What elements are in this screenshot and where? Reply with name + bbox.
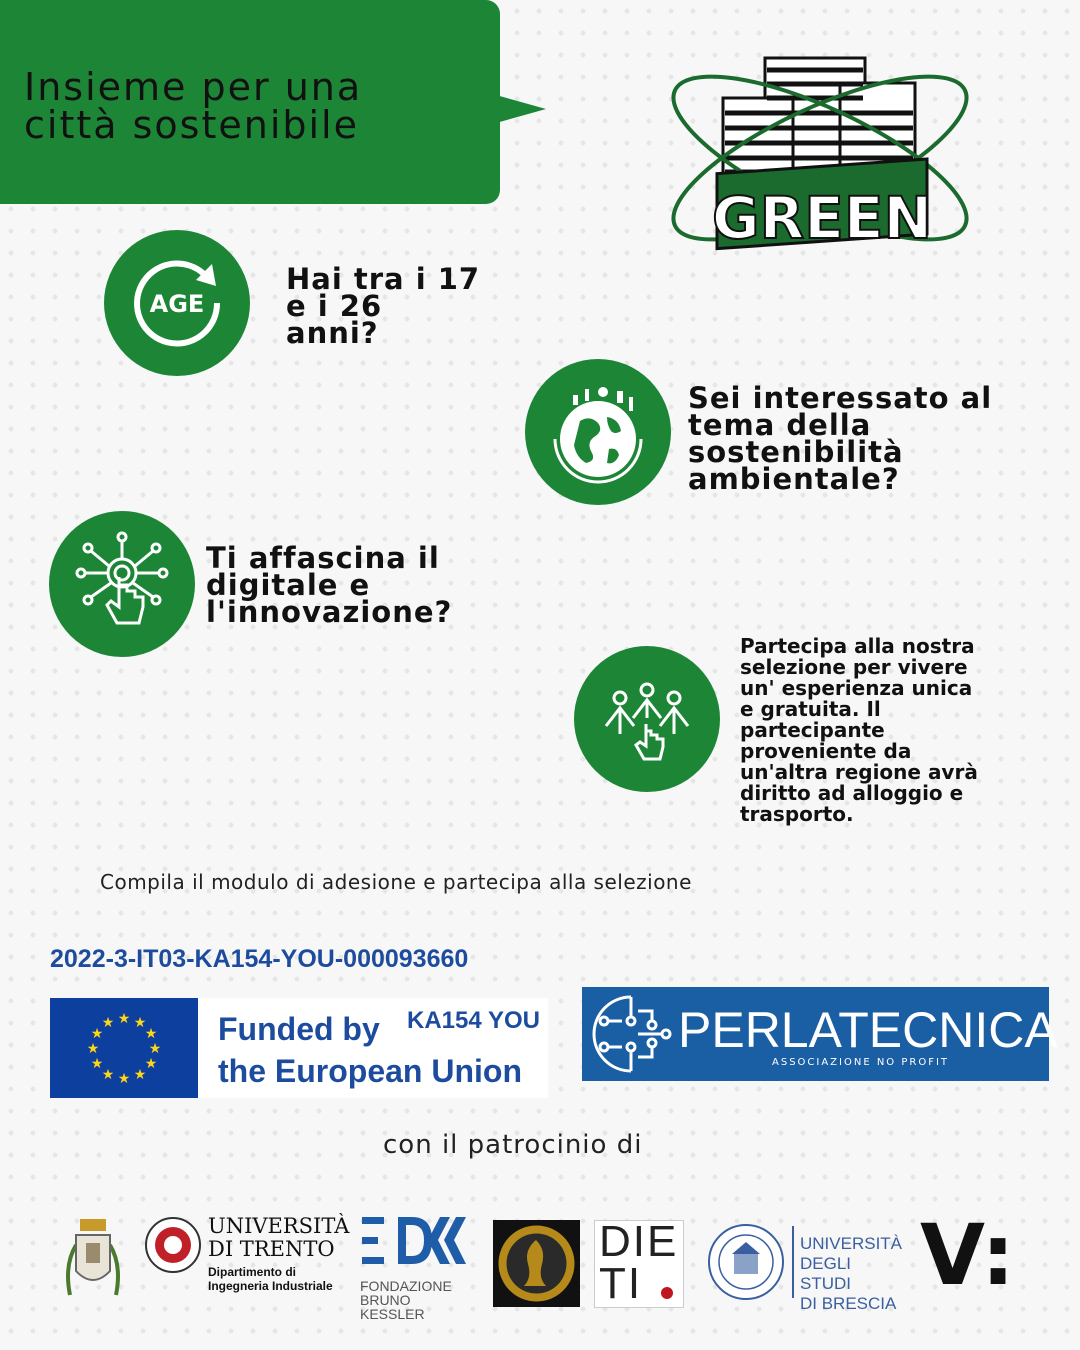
unibs-divider: [792, 1226, 794, 1298]
question-sustainability-line: ambientale?: [688, 462, 900, 496]
svg-text:★: ★: [133, 1067, 147, 1083]
question-age-line: Hai tra i 17: [286, 262, 481, 296]
unitn-line: UNIVERSITÀ: [208, 1214, 350, 1238]
project-code: 2022-3-IT03-KA154-YOU-000093660: [50, 945, 469, 973]
page-title: [24, 65, 363, 147]
question-digital-line: Ti affascina il: [206, 541, 440, 575]
dieti-line: TI: [599, 1259, 643, 1308]
fbk-mark-icon: [360, 1215, 468, 1271]
ka154-tag: KA154 YOU: [407, 1007, 540, 1034]
green-building-logo: [655, 38, 985, 283]
svg-text:GREEN: GREEN: [711, 184, 933, 252]
cta-text: Compila il modulo di adesione e partecipa alla selezione: [100, 870, 692, 894]
question-sustainability-line: Sei interessato al: [688, 381, 993, 415]
svg-text:★: ★: [117, 1011, 131, 1027]
people-select-icon: [574, 646, 720, 792]
perlatecnica-subtitle: ASSOCIAZIONE NO PROFIT: [772, 1057, 950, 1068]
description-text: [740, 636, 978, 825]
question-digital: [206, 541, 453, 629]
description-line: selezione per vivere: [740, 655, 968, 679]
description-line: un'altra regione avrà: [740, 760, 978, 784]
description-line: trasporto.: [740, 802, 854, 826]
unitn-logo: [144, 1214, 350, 1307]
unitn-line: Dipartimento di: [208, 1265, 297, 1279]
svg-text:★: ★: [101, 1015, 115, 1031]
question-age: [286, 262, 481, 350]
question-sustainability: [688, 381, 993, 496]
unitn-dept: [208, 1265, 333, 1293]
network-touch-icon-circle: [49, 511, 195, 657]
eu-funding-banner: [50, 998, 548, 1098]
age-icon-circle: [104, 230, 250, 376]
title-line-1: Insieme per una: [24, 65, 363, 109]
description-line: e gratuita. Il: [740, 697, 881, 721]
eu-funding-line-1: Funded by: [218, 1011, 380, 1047]
fbk-text: [360, 1279, 470, 1321]
eu-flag-icon: [50, 998, 198, 1098]
people-select-icon-circle: [574, 646, 720, 792]
unibs-text: [800, 1234, 906, 1314]
age-icon: [104, 230, 250, 376]
svg-text:★: ★: [148, 1041, 162, 1057]
unibs-logo: [706, 1220, 906, 1313]
svg-text:★: ★: [86, 1041, 100, 1057]
unitn-line: Ingegneria Industriale: [208, 1279, 333, 1293]
description-line: un' esperienza unica: [740, 676, 973, 700]
title-banner-tail: [496, 95, 546, 123]
dieti-line: DIE: [599, 1217, 679, 1266]
svg-text:★: ★: [101, 1067, 115, 1083]
title-line-2: città sostenibile: [24, 103, 359, 147]
svg-text:★: ★: [144, 1026, 158, 1042]
perlatecnica-name: PERLATECNICA: [678, 1002, 1058, 1058]
description-line: diritto ad alloggio e: [740, 781, 964, 805]
question-age-line: anni?: [286, 316, 379, 350]
svg-text:AGE: AGE: [149, 290, 205, 318]
description-line: Partecipa alla nostra: [740, 634, 975, 658]
unibs-line: DI BRESCIA: [800, 1294, 897, 1313]
network-touch-icon: [49, 511, 195, 657]
description-line: partecipante: [740, 718, 885, 742]
question-age-line: e i 26: [286, 289, 383, 323]
fbk-logo: [360, 1215, 470, 1322]
question-sustainability-line: sostenibilità: [688, 435, 904, 469]
fbk-line: FONDAZIONE: [360, 1278, 452, 1294]
v-logo: V:: [920, 1206, 1015, 1304]
unibs-line: DEGLI STUDI: [800, 1254, 852, 1293]
fbk-line: BRUNO KESSLER: [360, 1292, 425, 1322]
question-digital-line: digitale e: [206, 568, 371, 602]
eu-funding-line-2: the European Union: [218, 1053, 522, 1089]
globe-icon-circle: [525, 359, 671, 505]
unibs-line: UNIVERSITÀ: [800, 1234, 903, 1253]
svg-text:★: ★: [133, 1015, 147, 1031]
circuit-icon: [588, 991, 674, 1077]
unitn-line: DI TRENTO: [208, 1237, 335, 1261]
unina-seal-icon: [493, 1220, 580, 1307]
unitn-seal-icon: [144, 1215, 202, 1275]
unibs-seal-icon: [706, 1222, 786, 1302]
patronage-label: con il patrocinio di: [383, 1130, 643, 1160]
dieti-logo: [594, 1217, 684, 1308]
svg-text:★: ★: [117, 1071, 131, 1087]
dieti-dot: [661, 1287, 673, 1299]
perlatecnica-logo: [582, 987, 1058, 1081]
description-line: proveniente da: [740, 739, 912, 763]
question-sustainability-line: tema della: [688, 408, 872, 442]
unitn-text: [208, 1215, 349, 1261]
comune-crest-icon: [62, 1215, 124, 1305]
svg-text:★: ★: [144, 1056, 158, 1072]
question-digital-line: l'innovazione?: [206, 595, 453, 629]
svg-text:★: ★: [90, 1026, 104, 1042]
svg-text:★: ★: [90, 1056, 104, 1072]
globe-icon: [525, 359, 671, 505]
